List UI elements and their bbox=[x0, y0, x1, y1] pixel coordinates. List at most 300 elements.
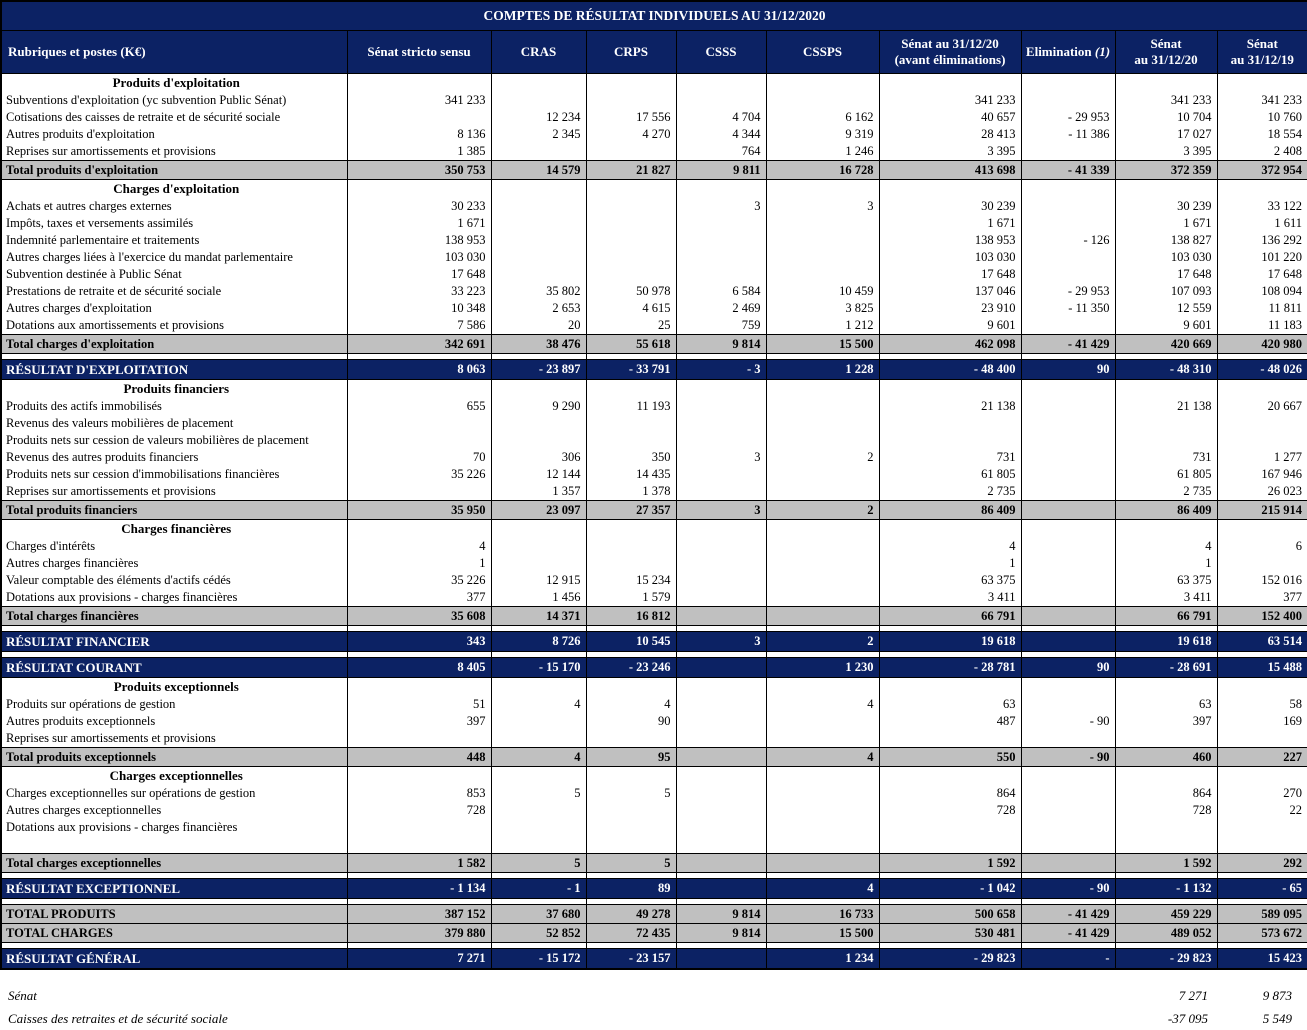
cell-value bbox=[347, 767, 491, 786]
cell-value: 17 648 bbox=[347, 266, 491, 283]
cell-value: 3 bbox=[676, 198, 766, 215]
row-label: Charges exceptionnelles bbox=[1, 767, 347, 786]
row-label: Cotisations des caisses de retraite et de sécurité sociale bbox=[1, 109, 347, 126]
cell-value: 343 bbox=[347, 632, 491, 652]
cell-value: 728 bbox=[1115, 802, 1217, 819]
cell-value bbox=[879, 836, 1021, 854]
cell-value: 10 545 bbox=[586, 632, 676, 652]
blank-row bbox=[1, 836, 1307, 854]
cell-value: - 28 691 bbox=[1115, 658, 1217, 678]
row-label: Prestations de retraite et de sécurité sociale bbox=[1, 283, 347, 300]
cell-value bbox=[1021, 398, 1115, 415]
result-row bbox=[1, 658, 1307, 678]
footnote-label: Caisses des retraites et de sécurité sociale bbox=[8, 1010, 228, 1026]
cell-value bbox=[586, 802, 676, 819]
cell-value: 9 811 bbox=[676, 161, 766, 180]
cell-value: 4 bbox=[586, 696, 676, 713]
cell-value bbox=[676, 713, 766, 730]
cell-value: - 1 042 bbox=[879, 879, 1021, 899]
cell-value bbox=[1021, 785, 1115, 802]
cell-value: 10 760 bbox=[1217, 109, 1307, 126]
cell-value: 341 233 bbox=[879, 92, 1021, 109]
cell-value: 341 233 bbox=[347, 92, 491, 109]
cell-value: 341 233 bbox=[1115, 92, 1217, 109]
table-row bbox=[1, 819, 1307, 836]
cell-value: 11 193 bbox=[586, 398, 676, 415]
cell-value bbox=[1217, 767, 1307, 786]
table-row bbox=[1, 483, 1307, 501]
column-header-cras: CRAS bbox=[491, 31, 586, 74]
cell-value: 462 098 bbox=[879, 335, 1021, 354]
cell-value: 1 671 bbox=[879, 215, 1021, 232]
cell-value: - 11 386 bbox=[1021, 126, 1115, 143]
row-label: Charges exceptionnelles sur opérations de gestion bbox=[1, 785, 347, 802]
cell-value bbox=[586, 92, 676, 109]
cell-value bbox=[676, 696, 766, 713]
cell-value bbox=[879, 730, 1021, 748]
cell-value: 1 456 bbox=[491, 589, 586, 607]
cell-value bbox=[1021, 249, 1115, 266]
cell-value bbox=[347, 180, 491, 199]
cell-value: 40 657 bbox=[879, 109, 1021, 126]
cell-value: 30 239 bbox=[1115, 198, 1217, 215]
cell-value: 1 671 bbox=[1115, 215, 1217, 232]
cell-value: - 23 897 bbox=[491, 360, 586, 380]
cell-value bbox=[676, 836, 766, 854]
row-label: Autres produits exceptionnels bbox=[1, 713, 347, 730]
cell-value: 19 618 bbox=[1115, 632, 1217, 652]
cell-value: 6 584 bbox=[676, 283, 766, 300]
cell-value: 4 bbox=[766, 748, 879, 767]
cell-value bbox=[766, 415, 879, 432]
cell-value: 16 733 bbox=[766, 905, 879, 924]
cell-value: 15 500 bbox=[766, 924, 879, 943]
cell-value: 420 980 bbox=[1217, 335, 1307, 354]
cell-value: 6 bbox=[1217, 538, 1307, 555]
row-label: Reprises sur amortissements et provisions bbox=[1, 483, 347, 501]
cell-value bbox=[766, 215, 879, 232]
cell-value: - 29 823 bbox=[879, 949, 1021, 970]
cell-value: - 41 339 bbox=[1021, 161, 1115, 180]
cell-value: 1 592 bbox=[1115, 854, 1217, 873]
row-label: Indemnité parlementaire et traitements bbox=[1, 232, 347, 249]
cell-value: - 90 bbox=[1021, 748, 1115, 767]
cell-value bbox=[491, 819, 586, 836]
result-row bbox=[1, 879, 1307, 899]
cell-value bbox=[766, 589, 879, 607]
cell-value: 2 408 bbox=[1217, 143, 1307, 161]
cell-value bbox=[586, 249, 676, 266]
total-row bbox=[1, 501, 1307, 520]
cell-value: 1 579 bbox=[586, 589, 676, 607]
cell-value bbox=[1115, 767, 1217, 786]
cell-value: 10 348 bbox=[347, 300, 491, 317]
table-row bbox=[1, 432, 1307, 449]
cell-value bbox=[1217, 180, 1307, 199]
row-label: Autres produits d'exploitation bbox=[1, 126, 347, 143]
cell-value bbox=[676, 92, 766, 109]
cell-value: 1 bbox=[347, 555, 491, 572]
cell-value: - 15 170 bbox=[491, 658, 586, 678]
cell-value: - 28 781 bbox=[879, 658, 1021, 678]
cell-value: 3 bbox=[676, 449, 766, 466]
cell-value bbox=[1217, 74, 1307, 93]
row-label: Reprises sur amortissements et provisions bbox=[1, 143, 347, 161]
cell-value: 90 bbox=[586, 713, 676, 730]
cell-value bbox=[1021, 802, 1115, 819]
cell-value bbox=[1021, 607, 1115, 626]
table-row bbox=[1, 215, 1307, 232]
cell-value: 19 618 bbox=[879, 632, 1021, 652]
row-label: Produits d'exploitation bbox=[1, 74, 347, 93]
cell-value bbox=[491, 380, 586, 399]
cell-value bbox=[1217, 520, 1307, 539]
row-label: Produits financiers bbox=[1, 380, 347, 399]
cell-value: 377 bbox=[347, 589, 491, 607]
cell-value bbox=[586, 678, 676, 697]
cell-value bbox=[676, 879, 766, 899]
cell-value bbox=[1021, 819, 1115, 836]
cell-value bbox=[1217, 415, 1307, 432]
cell-value bbox=[766, 678, 879, 697]
cell-value bbox=[766, 555, 879, 572]
cell-value bbox=[1217, 730, 1307, 748]
cell-value bbox=[347, 109, 491, 126]
cell-value: - 3 bbox=[676, 360, 766, 380]
cell-value bbox=[347, 836, 491, 854]
cell-value: 489 052 bbox=[1115, 924, 1217, 943]
row-label: RÉSULTAT COURANT bbox=[1, 658, 347, 678]
cell-value bbox=[879, 678, 1021, 697]
cell-value: 12 144 bbox=[491, 466, 586, 483]
cell-value bbox=[491, 713, 586, 730]
cell-value: - 41 429 bbox=[1021, 335, 1115, 354]
table-row bbox=[1, 92, 1307, 109]
cell-value bbox=[347, 730, 491, 748]
cell-value: - bbox=[1021, 949, 1115, 970]
cell-value: 25 bbox=[586, 317, 676, 335]
cell-value: 4 bbox=[766, 879, 879, 899]
cell-value bbox=[766, 466, 879, 483]
cell-value bbox=[676, 949, 766, 970]
cell-value: 21 827 bbox=[586, 161, 676, 180]
cell-value bbox=[676, 380, 766, 399]
cell-value bbox=[766, 836, 879, 854]
cell-value bbox=[1217, 555, 1307, 572]
result-row bbox=[1, 949, 1307, 970]
cell-value: 138 827 bbox=[1115, 232, 1217, 249]
table-row bbox=[1, 143, 1307, 161]
cell-value: 372 954 bbox=[1217, 161, 1307, 180]
cell-value: 52 852 bbox=[491, 924, 586, 943]
total-row bbox=[1, 905, 1307, 924]
cell-value bbox=[1021, 432, 1115, 449]
cell-value: 2 bbox=[766, 449, 879, 466]
table-row bbox=[1, 713, 1307, 730]
cell-value bbox=[586, 266, 676, 283]
table-row bbox=[1, 696, 1307, 713]
table-row bbox=[1, 538, 1307, 555]
row-label: RÉSULTAT D'EXPLOITATION bbox=[1, 360, 347, 380]
cell-value: 728 bbox=[879, 802, 1021, 819]
cell-value bbox=[347, 483, 491, 501]
cell-value bbox=[586, 380, 676, 399]
cell-value: 9 814 bbox=[676, 905, 766, 924]
row-label: RÉSULTAT FINANCIER bbox=[1, 632, 347, 652]
total-row bbox=[1, 924, 1307, 943]
cell-value bbox=[766, 232, 879, 249]
cell-value: 3 411 bbox=[1115, 589, 1217, 607]
table-header-row bbox=[1, 31, 1307, 74]
cell-value: - 15 172 bbox=[491, 949, 586, 970]
cell-value bbox=[766, 266, 879, 283]
cell-value: 28 413 bbox=[879, 126, 1021, 143]
column-header-elimination: Elimination (1) bbox=[1021, 31, 1115, 74]
cell-value: 1 bbox=[1115, 555, 1217, 572]
table-row bbox=[1, 466, 1307, 483]
cell-value: 15 423 bbox=[1217, 949, 1307, 970]
cell-value: 23 097 bbox=[491, 501, 586, 520]
cell-value: 11 183 bbox=[1217, 317, 1307, 335]
table-row bbox=[1, 589, 1307, 607]
cell-value bbox=[766, 785, 879, 802]
cell-value bbox=[1115, 415, 1217, 432]
row-label: Total charges d'exploitation bbox=[1, 335, 347, 354]
cell-value: 12 234 bbox=[491, 109, 586, 126]
cell-value: 460 bbox=[1115, 748, 1217, 767]
row-label: Subvention destinée à Public Sénat bbox=[1, 266, 347, 283]
table-row bbox=[1, 283, 1307, 300]
cell-value bbox=[586, 819, 676, 836]
row-label: Valeur comptable des éléments d'actifs cédés bbox=[1, 572, 347, 589]
cell-value bbox=[1115, 380, 1217, 399]
cell-value: 420 669 bbox=[1115, 335, 1217, 354]
cell-value bbox=[1021, 520, 1115, 539]
cell-value bbox=[676, 607, 766, 626]
cell-value bbox=[347, 520, 491, 539]
cell-value bbox=[766, 180, 879, 199]
total-row bbox=[1, 748, 1307, 767]
row-label: Dotations aux provisions - charges financières bbox=[1, 819, 347, 836]
cell-value: - 65 bbox=[1217, 879, 1307, 899]
row-label: Reprises sur amortissements et provisions bbox=[1, 730, 347, 748]
cell-value: 2 735 bbox=[1115, 483, 1217, 501]
cell-value bbox=[1217, 432, 1307, 449]
cell-value: - 41 429 bbox=[1021, 924, 1115, 943]
cell-value: 1 246 bbox=[766, 143, 879, 161]
cell-value: 4 615 bbox=[586, 300, 676, 317]
cell-value: 5 bbox=[491, 785, 586, 802]
cell-value: - 23 246 bbox=[586, 658, 676, 678]
cell-value: 17 027 bbox=[1115, 126, 1217, 143]
cell-value bbox=[491, 232, 586, 249]
cell-value: 55 618 bbox=[586, 335, 676, 354]
cell-value bbox=[1115, 730, 1217, 748]
cell-value bbox=[766, 380, 879, 399]
cell-value: 550 bbox=[879, 748, 1021, 767]
cell-value bbox=[676, 572, 766, 589]
total-row bbox=[1, 854, 1307, 873]
cell-value: 9 601 bbox=[1115, 317, 1217, 335]
cell-value bbox=[766, 520, 879, 539]
cell-value: 103 030 bbox=[1115, 249, 1217, 266]
cell-value: 35 802 bbox=[491, 283, 586, 300]
cell-value bbox=[766, 432, 879, 449]
cell-value: 342 691 bbox=[347, 335, 491, 354]
cell-value bbox=[491, 180, 586, 199]
cell-value: 341 233 bbox=[1217, 92, 1307, 109]
cell-value: 101 220 bbox=[1217, 249, 1307, 266]
cell-value: 3 395 bbox=[1115, 143, 1217, 161]
table-row bbox=[1, 232, 1307, 249]
cell-value: 7 271 bbox=[347, 949, 491, 970]
cell-value bbox=[491, 415, 586, 432]
cell-value bbox=[1021, 696, 1115, 713]
cell-value: 4 bbox=[347, 538, 491, 555]
cell-value bbox=[586, 555, 676, 572]
cell-value: 9 290 bbox=[491, 398, 586, 415]
cell-value: 38 476 bbox=[491, 335, 586, 354]
cell-value bbox=[879, 819, 1021, 836]
cell-value: 2 653 bbox=[491, 300, 586, 317]
cell-value: 1 bbox=[879, 555, 1021, 572]
cell-value: 1 357 bbox=[491, 483, 586, 501]
cell-value: 4 bbox=[879, 538, 1021, 555]
cell-value: 21 138 bbox=[1115, 398, 1217, 415]
cell-value: 9 814 bbox=[676, 924, 766, 943]
cell-value: 136 292 bbox=[1217, 232, 1307, 249]
cell-value: 26 023 bbox=[1217, 483, 1307, 501]
cell-value: 16 728 bbox=[766, 161, 879, 180]
cell-value: 63 bbox=[879, 696, 1021, 713]
cell-value bbox=[676, 266, 766, 283]
cell-value bbox=[491, 802, 586, 819]
cell-value: 3 bbox=[766, 198, 879, 215]
row-label: Autres charges liées à l'exercice du mandat parlementaire bbox=[1, 249, 347, 266]
cell-value: 66 791 bbox=[1115, 607, 1217, 626]
cell-value: 3 bbox=[676, 501, 766, 520]
cell-value: - 48 400 bbox=[879, 360, 1021, 380]
cell-value: 70 bbox=[347, 449, 491, 466]
cell-value: 1 385 bbox=[347, 143, 491, 161]
cell-value bbox=[1115, 836, 1217, 854]
cell-value bbox=[347, 380, 491, 399]
cell-value: 1 378 bbox=[586, 483, 676, 501]
cell-value: 731 bbox=[879, 449, 1021, 466]
cell-value bbox=[1115, 180, 1217, 199]
row-label: Autres charges exceptionnelles bbox=[1, 802, 347, 819]
cell-value bbox=[1217, 819, 1307, 836]
cell-value bbox=[491, 143, 586, 161]
cell-value bbox=[676, 215, 766, 232]
cell-value: 22 bbox=[1217, 802, 1307, 819]
table-body bbox=[1, 74, 1307, 970]
cell-value bbox=[766, 713, 879, 730]
cell-value: 397 bbox=[1115, 713, 1217, 730]
cell-value: 63 375 bbox=[879, 572, 1021, 589]
cell-value: 372 359 bbox=[1115, 161, 1217, 180]
cell-value bbox=[766, 249, 879, 266]
table-title-row bbox=[1, 1, 1307, 31]
table-row bbox=[1, 555, 1307, 572]
cell-value bbox=[766, 767, 879, 786]
cell-value: 4 bbox=[491, 696, 586, 713]
cell-value bbox=[766, 802, 879, 819]
cell-value: - 90 bbox=[1021, 879, 1115, 899]
table-row bbox=[1, 198, 1307, 215]
cell-value: 2 735 bbox=[879, 483, 1021, 501]
cell-value: 9 814 bbox=[676, 335, 766, 354]
row-label: Revenus des autres produits financiers bbox=[1, 449, 347, 466]
cell-value: 103 030 bbox=[347, 249, 491, 266]
cell-value bbox=[491, 215, 586, 232]
cell-value: 573 672 bbox=[1217, 924, 1307, 943]
cell-value: 864 bbox=[879, 785, 1021, 802]
cell-value: 731 bbox=[1115, 449, 1217, 466]
cell-value: 35 226 bbox=[347, 466, 491, 483]
cell-value bbox=[1021, 466, 1115, 483]
cell-value: 448 bbox=[347, 748, 491, 767]
cell-value bbox=[1115, 520, 1217, 539]
cell-value: 3 825 bbox=[766, 300, 879, 317]
cell-value bbox=[1021, 415, 1115, 432]
cell-value: 51 bbox=[347, 696, 491, 713]
cell-value bbox=[491, 198, 586, 215]
row-label: Impôts, taxes et versements assimilés bbox=[1, 215, 347, 232]
cell-value: 138 953 bbox=[347, 232, 491, 249]
cell-value bbox=[766, 819, 879, 836]
cell-value: 21 138 bbox=[879, 398, 1021, 415]
cell-value bbox=[676, 466, 766, 483]
cell-value bbox=[347, 819, 491, 836]
cell-value bbox=[676, 658, 766, 678]
cell-value: 10 459 bbox=[766, 283, 879, 300]
cell-value bbox=[491, 249, 586, 266]
cell-value: 33 223 bbox=[347, 283, 491, 300]
cell-value bbox=[491, 730, 586, 748]
cell-value: 4 bbox=[491, 748, 586, 767]
cell-value: 14 435 bbox=[586, 466, 676, 483]
cell-value: 1 582 bbox=[347, 854, 491, 873]
cell-value: 1 212 bbox=[766, 317, 879, 335]
cell-value bbox=[676, 249, 766, 266]
cell-value: 8 063 bbox=[347, 360, 491, 380]
column-header-csss: CSSS bbox=[676, 31, 766, 74]
cell-value: 138 953 bbox=[879, 232, 1021, 249]
cell-value bbox=[586, 538, 676, 555]
cell-value: 6 162 bbox=[766, 109, 879, 126]
table-row bbox=[1, 802, 1307, 819]
cell-value bbox=[676, 748, 766, 767]
cell-value: 4 bbox=[766, 696, 879, 713]
cell-value bbox=[766, 483, 879, 501]
cell-value: 95 bbox=[586, 748, 676, 767]
cell-value bbox=[879, 180, 1021, 199]
row-label: Charges financières bbox=[1, 520, 347, 539]
result-row bbox=[1, 632, 1307, 652]
cell-value: 107 093 bbox=[1115, 283, 1217, 300]
row-label: Produits sur opérations de gestion bbox=[1, 696, 347, 713]
cell-value bbox=[586, 730, 676, 748]
cell-value: 14 579 bbox=[491, 161, 586, 180]
cell-value: 4 bbox=[1115, 538, 1217, 555]
cell-value: 5 bbox=[586, 785, 676, 802]
cell-value: - 41 429 bbox=[1021, 905, 1115, 924]
cell-value: 50 978 bbox=[586, 283, 676, 300]
row-label: Total produits d'exploitation bbox=[1, 161, 347, 180]
row-label: TOTAL CHARGES bbox=[1, 924, 347, 943]
cell-value: 72 435 bbox=[586, 924, 676, 943]
